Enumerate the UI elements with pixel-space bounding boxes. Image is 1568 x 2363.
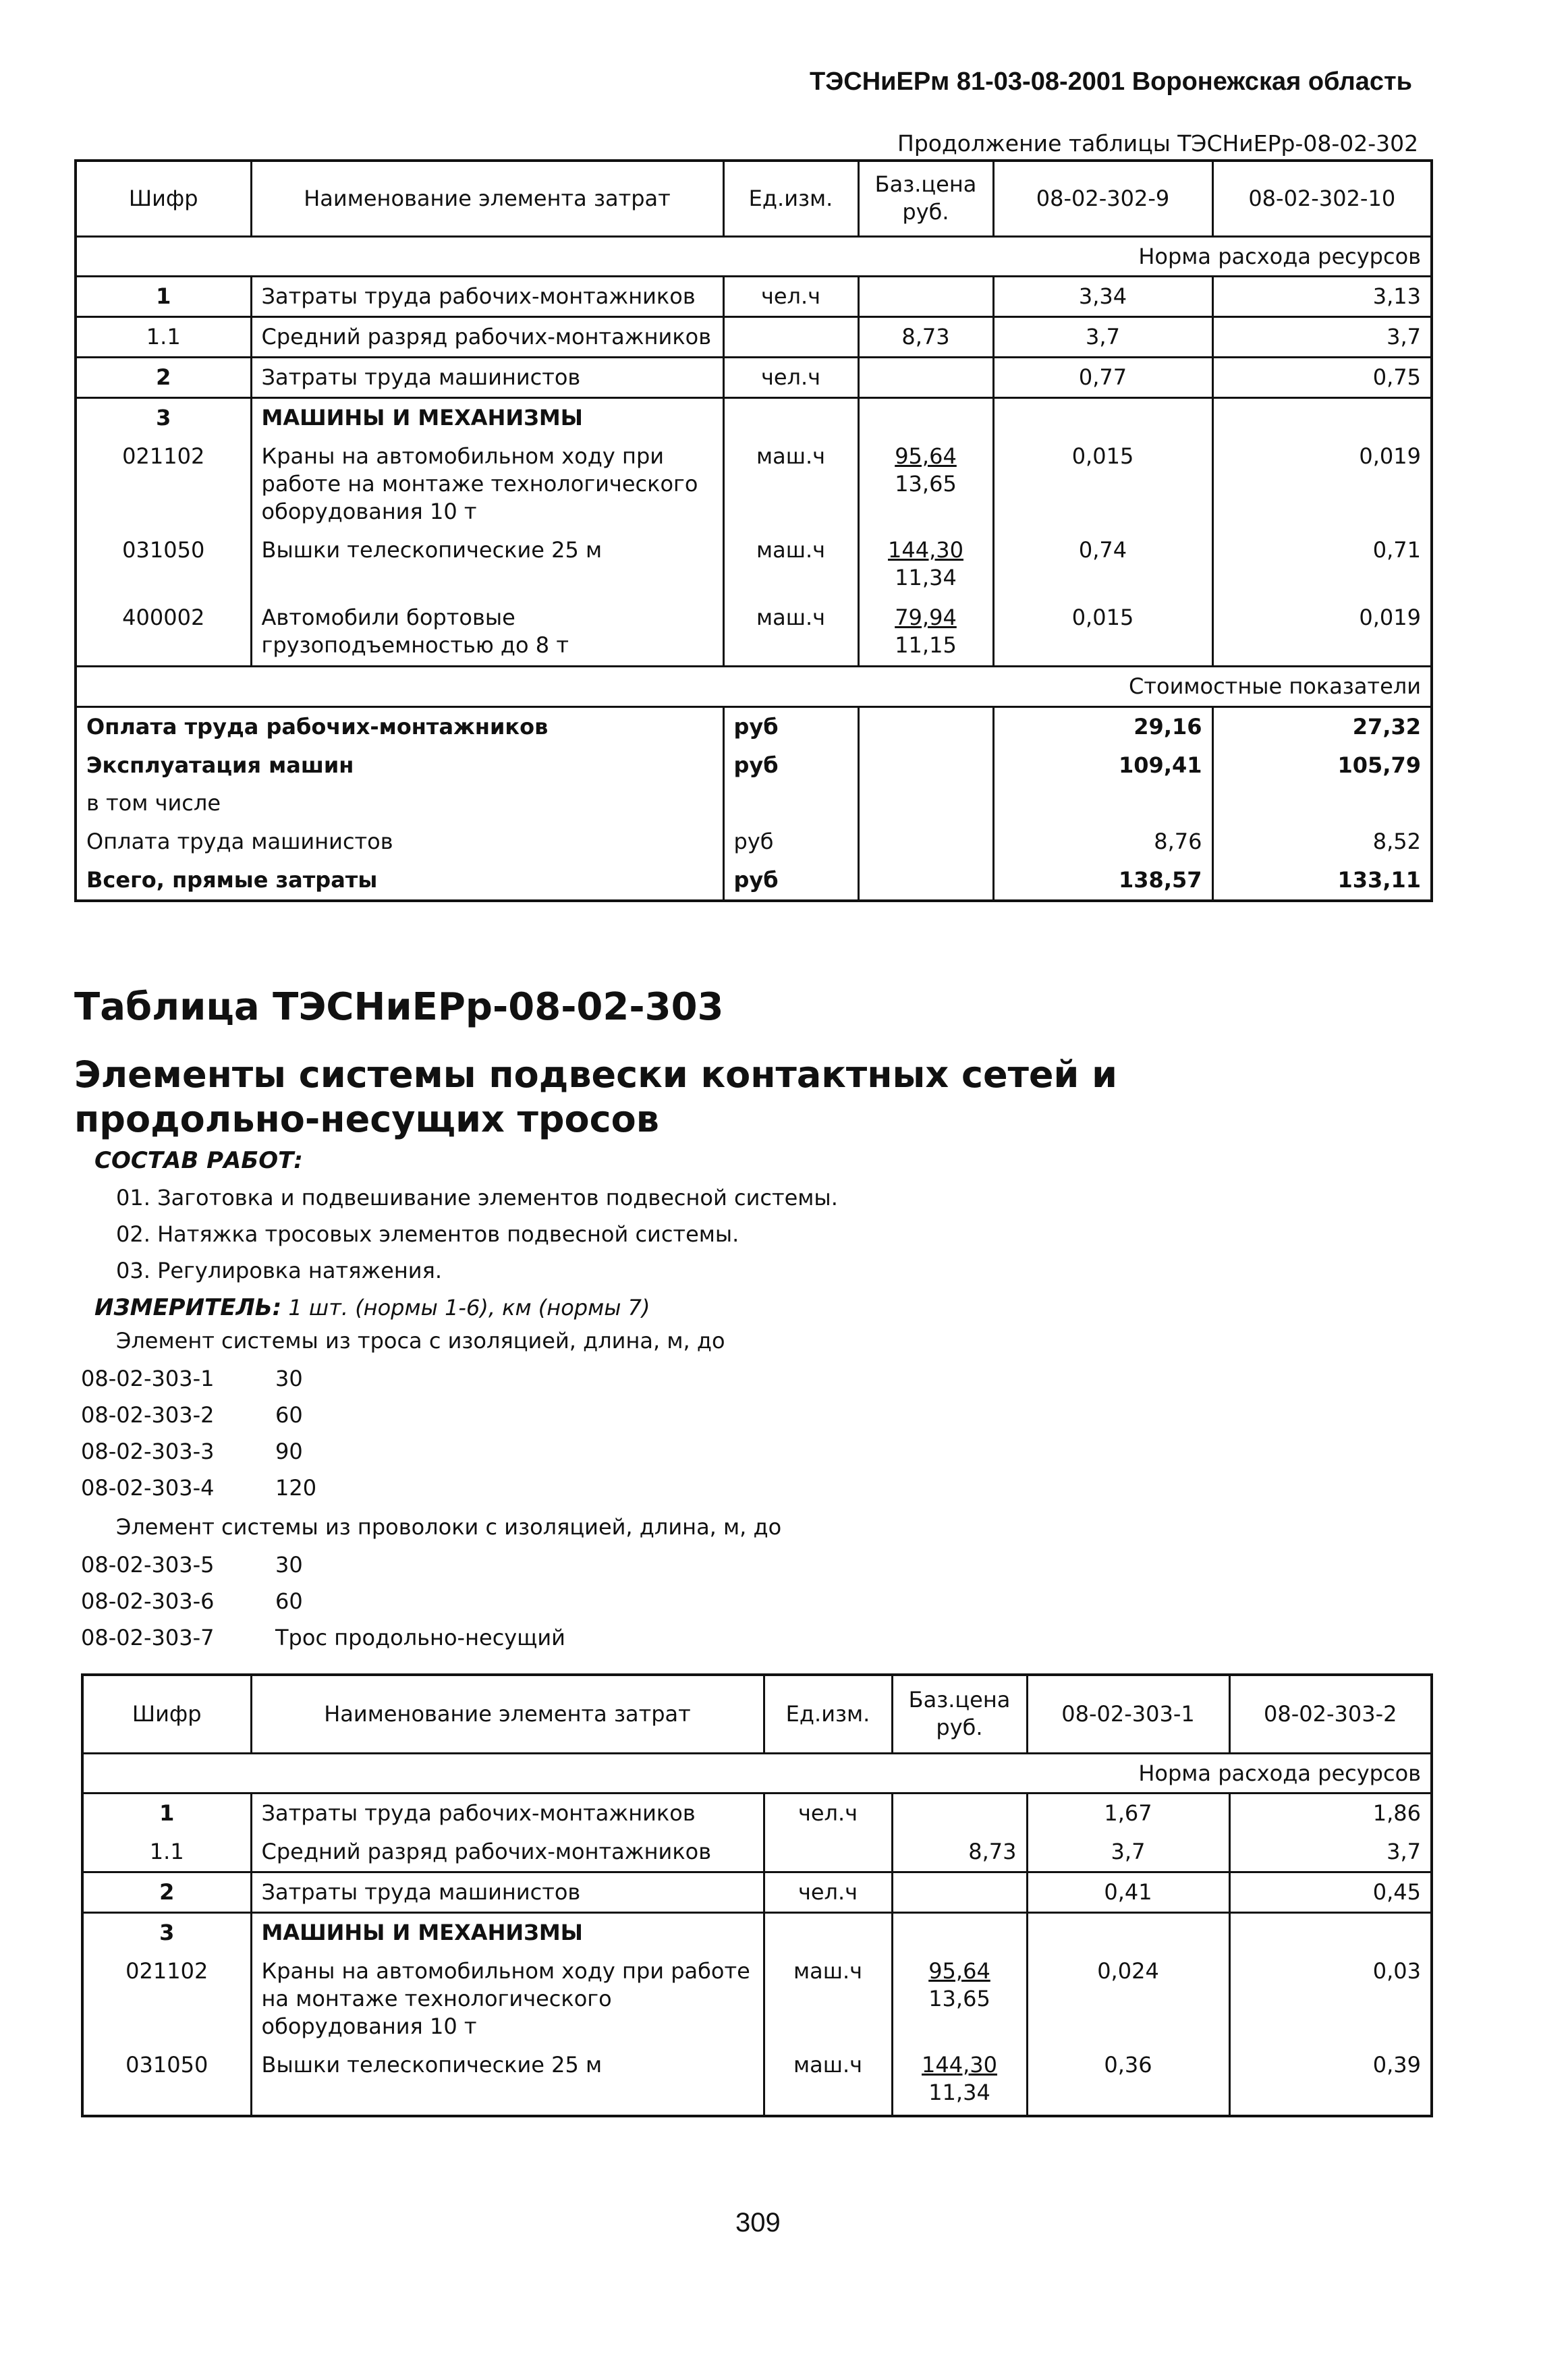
composition-label: СОСТАВ РАБОТ:	[94, 1147, 303, 1174]
header-col-2: 08-02-303-2	[1229, 1675, 1432, 1753]
table-row: 031050 Вышки телескопические 25 м маш.ч 144,30 11,34 0,36 0,39	[82, 2046, 1432, 2116]
table-row: 1 Затраты труда рабочих-монтажников чел.ч 3,34 3,13	[76, 277, 1432, 317]
header-code: Шифр	[82, 1675, 251, 1753]
group-caption-2: Элемент системы из проволоки с изоляцией, длина, м, до	[116, 1514, 782, 1540]
continuation-caption: Продолжение таблицы ТЭСНиЕРр-08-02-302	[897, 130, 1419, 157]
list-item: 08-02-303-6 60	[81, 1588, 303, 1614]
list-item: 08-02-303-4 120	[81, 1475, 317, 1501]
section-norms: Норма расхода ресурсов	[82, 1753, 1432, 1794]
table-row: 3 МАШИНЫ И МЕХАНИЗМЫ	[76, 398, 1432, 437]
list-item: 08-02-303-5 30	[81, 1552, 303, 1578]
section-norms: Норма расхода ресурсов	[76, 236, 1432, 277]
cost-row: Оплата труда машинистов руб 8,76 8,52	[76, 823, 1432, 861]
code-list-2	[81, 1552, 565, 1661]
header-unit: Ед.изм.	[723, 161, 858, 236]
table-row: 2 Затраты труда машинистов чел.ч 0,77 0,75	[76, 358, 1432, 398]
table-302-continuation	[74, 159, 1433, 902]
table-row: 021102 Краны на автомобильном ходу при работе на монтаже технологического оборудования 10 т маш.ч 95,64 13,65 0,024 0,03	[82, 1952, 1432, 2046]
section-costs: Стоимостные показатели	[76, 666, 1432, 706]
table-title: Таблица ТЭСНиЕРр-08-02-303	[74, 985, 724, 1029]
cost-row: в том числе	[76, 784, 1432, 823]
table-row: 1 Затраты труда рабочих-монтажников чел.ч 1,67 1,86	[82, 1794, 1432, 1833]
table-row: 031050 Вышки телескопические 25 м маш.ч 144,30 11,34 0,74 0,71	[76, 531, 1432, 599]
code-list-1	[81, 1366, 316, 1511]
table-row: 1.1 Средний разряд рабочих-монтажников 8,73 3,7 3,7	[76, 317, 1432, 358]
header-unit: Ед.изм.	[764, 1675, 892, 1753]
header-code: Шифр	[76, 161, 251, 236]
list-item: 08-02-303-3 90	[81, 1439, 303, 1464]
table-303	[81, 1673, 1433, 2117]
table-subtitle: Элементы системы подвески контактных сетей и продольно-несущих тросов	[74, 1053, 1118, 1140]
header-col-1: 08-02-303-1	[1027, 1675, 1229, 1753]
table-row: 3 МАШИНЫ И МЕХАНИЗМЫ	[82, 1913, 1432, 1952]
list-item: 01. Заготовка и подвешивание элементов подвесной системы.	[116, 1185, 838, 1211]
table-row: 021102 Краны на автомобильном ходу при работе на монтаже технологического оборудования 10 т маш.ч 95,64 13,65 0,015 0,019	[76, 437, 1432, 531]
cost-row: Всего, прямые затраты руб 138,57 133,11	[76, 861, 1432, 901]
header-name: Наименование элемента затрат	[251, 161, 723, 236]
header-price: Баз.цена руб.	[892, 1675, 1027, 1753]
header-col-1: 08-02-302-9	[993, 161, 1212, 236]
table-row: 2 Затраты труда машинистов чел.ч 0,41 0,45	[82, 1872, 1432, 1913]
list-item: 08-02-303-1 30	[81, 1366, 303, 1391]
list-item: 02. Натяжка тросовых элементов подвесной системы.	[116, 1221, 739, 1247]
group-caption-1: Элемент системы из троса с изоляцией, длина, м, до	[116, 1328, 725, 1354]
measure-value: 1 шт. (нормы 1-6), км (нормы 7)	[288, 1295, 650, 1320]
list-item: 08-02-303-2 60	[81, 1402, 303, 1428]
header-col-2: 08-02-302-10	[1212, 161, 1432, 236]
header-price: Баз.цена руб.	[858, 161, 993, 236]
page-number: 309	[735, 2208, 781, 2237]
measure-label: ИЗМЕРИТЕЛЬ:	[94, 1294, 282, 1321]
list-item: 08-02-303-7 Трос продольно-несущий	[81, 1625, 565, 1650]
cost-row: Оплата труда рабочих-монтажников руб 29,16 27,32	[76, 706, 1432, 746]
table-row: 1.1 Средний разряд рабочих-монтажников 8,73 3,7 3,7	[82, 1833, 1432, 1872]
list-item: 03. Регулировка натяжения.	[116, 1258, 442, 1283]
table-row: 400002 Автомобили бортовые грузоподъемностью до 8 т маш.ч 79,94 11,15 0,015 0,019	[76, 599, 1432, 666]
header-name: Наименование элемента затрат	[251, 1675, 764, 1753]
page-header: ТЭСНиЕРм 81-03-08-2001 Воронежская область	[810, 67, 1412, 96]
composition-list	[116, 1185, 838, 1294]
measure-line	[94, 1294, 650, 1321]
cost-row: Эксплуатация машин руб 109,41 105,79	[76, 746, 1432, 785]
